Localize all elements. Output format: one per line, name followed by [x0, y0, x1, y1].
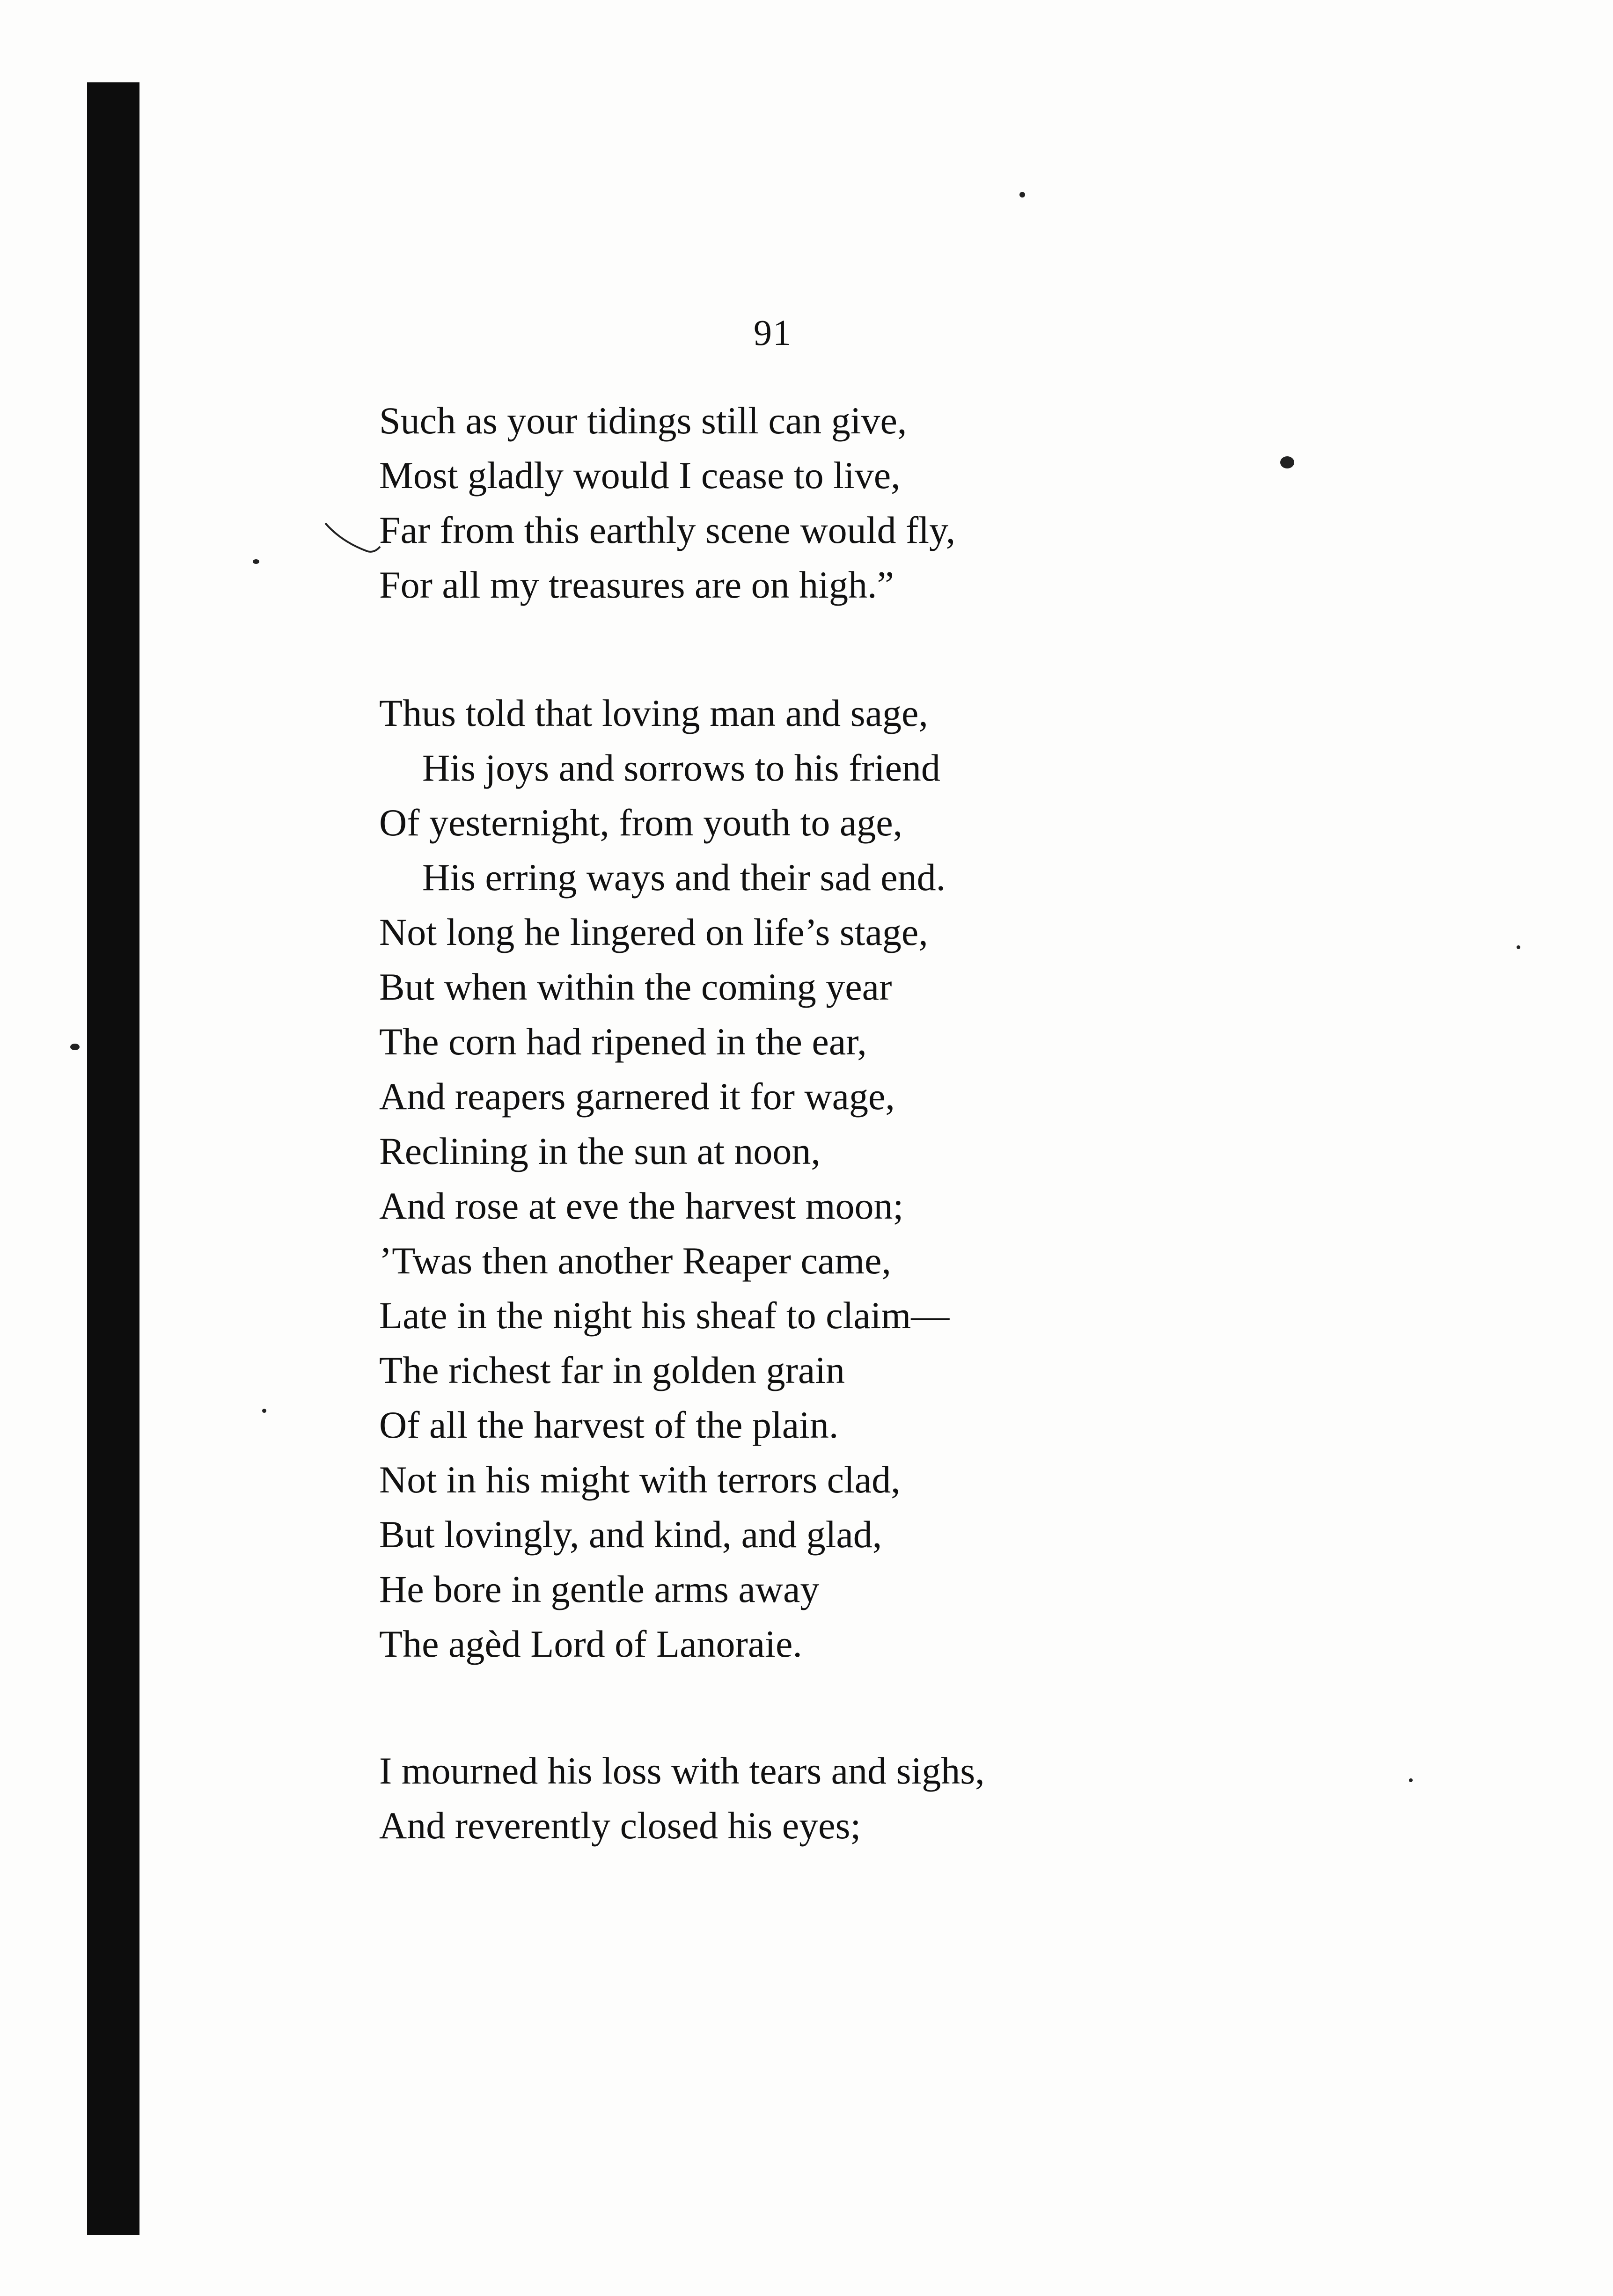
verse-line: Reclining in the sun at noon,: [379, 1130, 821, 1172]
verse-line: Of yesternight, from youth to age,: [379, 801, 903, 844]
verse-line-indented: His joys and sorrows to his friend: [422, 746, 940, 789]
verse-line: And reapers garnered it for wage,: [379, 1075, 895, 1118]
verse-line: And rose at eve the harvest moon;: [379, 1185, 904, 1227]
verse-line: ’Twas then another Reaper came,: [379, 1239, 891, 1282]
verse-line: The agèd Lord of Lanoraie.: [379, 1623, 802, 1665]
stanza-1: [379, 393, 955, 612]
verse-line: But when within the coming year: [379, 965, 892, 1008]
verse-line: He bore in gentle arms away: [379, 1568, 820, 1610]
verse-line: The corn had ripened in the ear,: [379, 1020, 867, 1063]
binding-shadow: [87, 82, 139, 2235]
verse-line: Not in his might with terrors clad,: [379, 1458, 901, 1501]
scan-speck: [70, 1044, 80, 1050]
stanza-3: [379, 1743, 985, 1853]
verse-line: I mourned his loss with tears and sighs,: [379, 1749, 985, 1792]
verse-line: Such as your tidings still can give,: [379, 399, 907, 442]
verse-line: Of all the harvest of the plain.: [379, 1404, 839, 1446]
scan-speck: [1019, 192, 1025, 197]
scan-speck: [253, 559, 259, 564]
verse-line: For all my treasures are on high.”: [379, 563, 894, 606]
verse-line: But lovingly, and kind, and glad,: [379, 1513, 882, 1556]
scan-speck: [262, 1409, 266, 1413]
verse-line: Most gladly would I cease to live,: [379, 454, 901, 497]
verse-line: Far from this earthly scene would fly,: [379, 509, 956, 551]
verse-line: The richest far in golden grain: [379, 1349, 845, 1391]
margin-pencil-mark: [323, 519, 384, 556]
scan-speck: [1517, 945, 1520, 949]
verse-line: Thus told that loving man and sage,: [379, 692, 928, 734]
scan-speck: [1280, 456, 1294, 468]
scan-speck: [1409, 1778, 1413, 1782]
verse-line: And reverently closed his eyes;: [379, 1804, 861, 1847]
verse-line-indented: His erring ways and their sad end.: [422, 856, 946, 899]
page-number: 91: [754, 312, 792, 353]
verse-line: Late in the night his sheaf to claim—: [379, 1294, 950, 1337]
stanza-2: [379, 686, 949, 1671]
verse-line: Not long he lingered on life’s stage,: [379, 911, 928, 953]
